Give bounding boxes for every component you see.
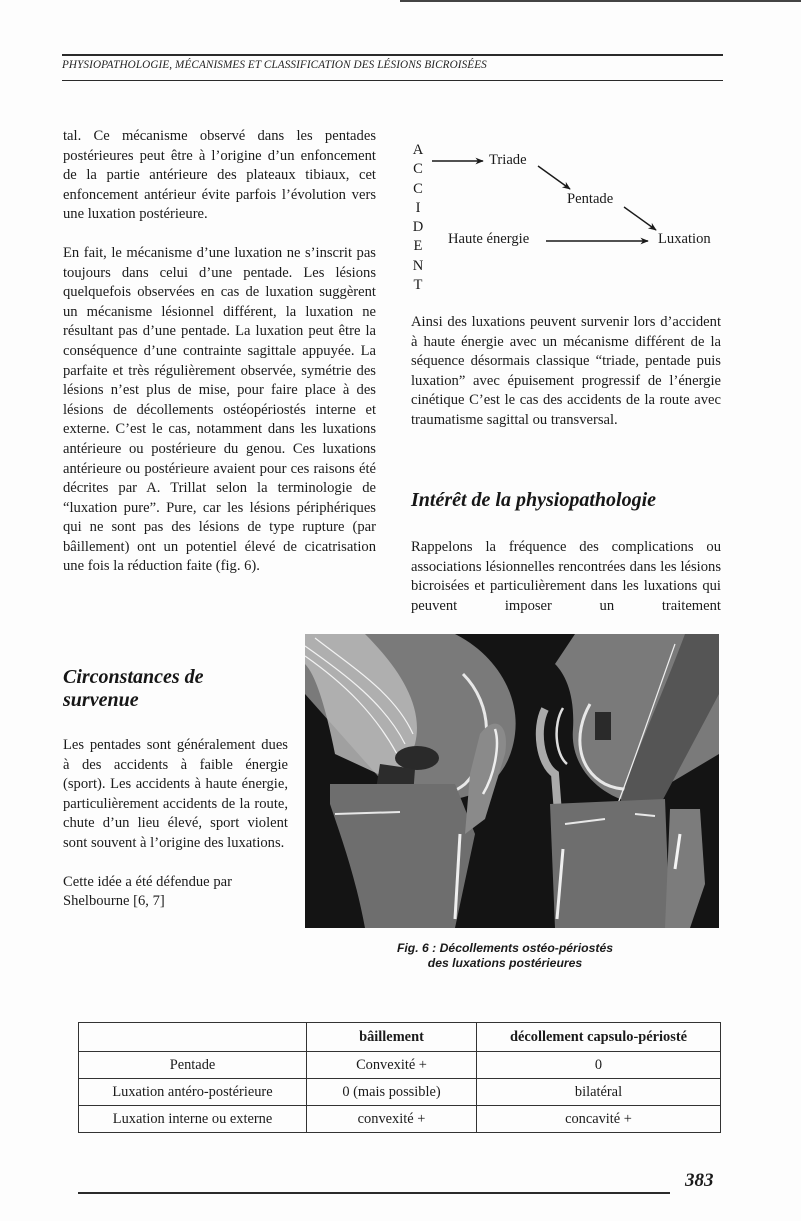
header-rule-top (62, 54, 723, 56)
circonstances-text (63, 736, 288, 912)
letter: A (412, 142, 424, 158)
table-row (79, 1079, 721, 1106)
letter: N (412, 257, 424, 274)
page-number: 383 (685, 1170, 714, 1191)
letter: C (413, 180, 423, 197)
table-cell: 0 (mais possible) (307, 1079, 477, 1106)
footer-rule (78, 1192, 670, 1194)
paragraph-rappelons: Rappelons la fréquence des complications ou associations lésionnelles rencontrées dans les lésions bicroisées et particulièrement dans les luxations qui peuvent imposer un traitement (411, 539, 721, 614)
knee-illustration (305, 634, 719, 928)
scan-top-edge (400, 0, 801, 2)
caption-line-1: Fig. 6 : Décollements ostéo-périostés (396, 941, 614, 955)
table-cell: 0 (477, 1052, 721, 1079)
letter: D (412, 219, 424, 236)
arrow-pentade-luxation (624, 207, 656, 230)
figure-6-illustration (305, 634, 719, 928)
node-triade: Triade (489, 152, 527, 168)
accident-vertical-word (411, 141, 425, 295)
header-rule-bottom (62, 80, 723, 81)
right-tibia (550, 799, 670, 928)
letter: T (413, 277, 423, 294)
table-header-cell (79, 1023, 307, 1052)
letter: C (413, 161, 423, 178)
letter: I (415, 199, 421, 216)
table-cell: Luxation interne ou externe (79, 1106, 307, 1133)
heading-circonstances: Circonstances de survenue (63, 666, 204, 711)
node-luxation: Luxation (658, 231, 711, 247)
right-notch (595, 712, 611, 740)
table-header-row (79, 1023, 721, 1052)
caption-line-2: des luxations postérieures (427, 956, 583, 970)
table-cell: Pentade (79, 1052, 307, 1079)
interet-text (411, 538, 721, 616)
table-cell: bilatéral (477, 1079, 721, 1106)
table-header-cell: bâillement (307, 1023, 477, 1052)
paragraph-circonstances-2: Cette idée a été défendue par Shelbourne [6, 7] (63, 873, 232, 910)
table-header-cell: décollement capsulo-périosté (477, 1023, 721, 1052)
comparison-table (78, 1022, 721, 1133)
heading-interet: Intérêt de la physiopathologie (411, 489, 656, 511)
node-haute-energie: Haute énergie (448, 231, 530, 247)
paragraph-1: tal. Ce mécanisme observé dans les pentades postérieures peut être à l’origine d’un enfoncement de la partie antérieure des plateaux tibiaux, cet enfoncement antérieur évite parfois l’évolution vers une luxation postérieure. (63, 128, 376, 223)
table-row (79, 1052, 721, 1079)
node-pentade: Pentade (567, 191, 614, 207)
paragraph-ainsi: Ainsi des luxations peuvent survenir lors d’accident à haute énergie avec un mécanisme différent de la séquence désormais classique “triade, pentade puis luxation” avec épuisement progressif de l’énergie cinétique C’est le cas des accidents de la route avec traumatisme sagittal ou transversal. (411, 314, 721, 428)
right-column-text (411, 313, 721, 431)
table-cell: Convexité + (307, 1052, 477, 1079)
paragraph-2: En fait, le mécanisme d’une luxation ne s’inscrit pas toujours dans celui d’une pentade. Les lésions quelquefois observées en cas de luxation suggèrent un mécanisme lésionnel différent, la luxation ne résultant pas d’une pentade. La luxation peut être la conséquence d’une contrainte sagittale appuyée. La parfaite et très régulièrement observée, symétrie des lésions n’est plus de mise, pour faire place à des lésions de décollements ostéopériostés interne et externe. C’est le cas, notamment dans les luxations antérieure ou postérieure du genou. Ces luxations antérieure ou postérieure avaient pour ces raisons été décrites par A. Trillat selon la terminologie de “luxation pure”. Pure, car les lésions périphériques qui ne sont pas des lésions de type rupture (par bâillement) ont un potentiel élevé de cicatrisation une fois la réduction faite (fig. 6). (63, 244, 376, 575)
letter: E (413, 238, 423, 255)
table-cell: Luxation antéro-postérieure (79, 1079, 307, 1106)
left-lesion (395, 746, 439, 770)
arrow-triade-pentade (538, 166, 570, 189)
table-row (79, 1106, 721, 1133)
table-cell: convexité + (307, 1106, 477, 1133)
figure-caption (330, 941, 680, 971)
paragraph-circonstances-1: Les pentades sont généralement dues à des accidents à faible énergie (sport). Les accidents à haute énergie, particulièrement accidents de la route, chute d’un lieu élevé, sport violent sont souvent à l’origine des luxations. (63, 737, 288, 851)
table-cell: concavité + (477, 1106, 721, 1133)
left-column-text (63, 127, 376, 577)
running-head: PHYSIOPATHOLOGIE, MÉCANISMES ET CLASSIFICATION DES LÉSIONS BICROISÉES (62, 59, 487, 71)
